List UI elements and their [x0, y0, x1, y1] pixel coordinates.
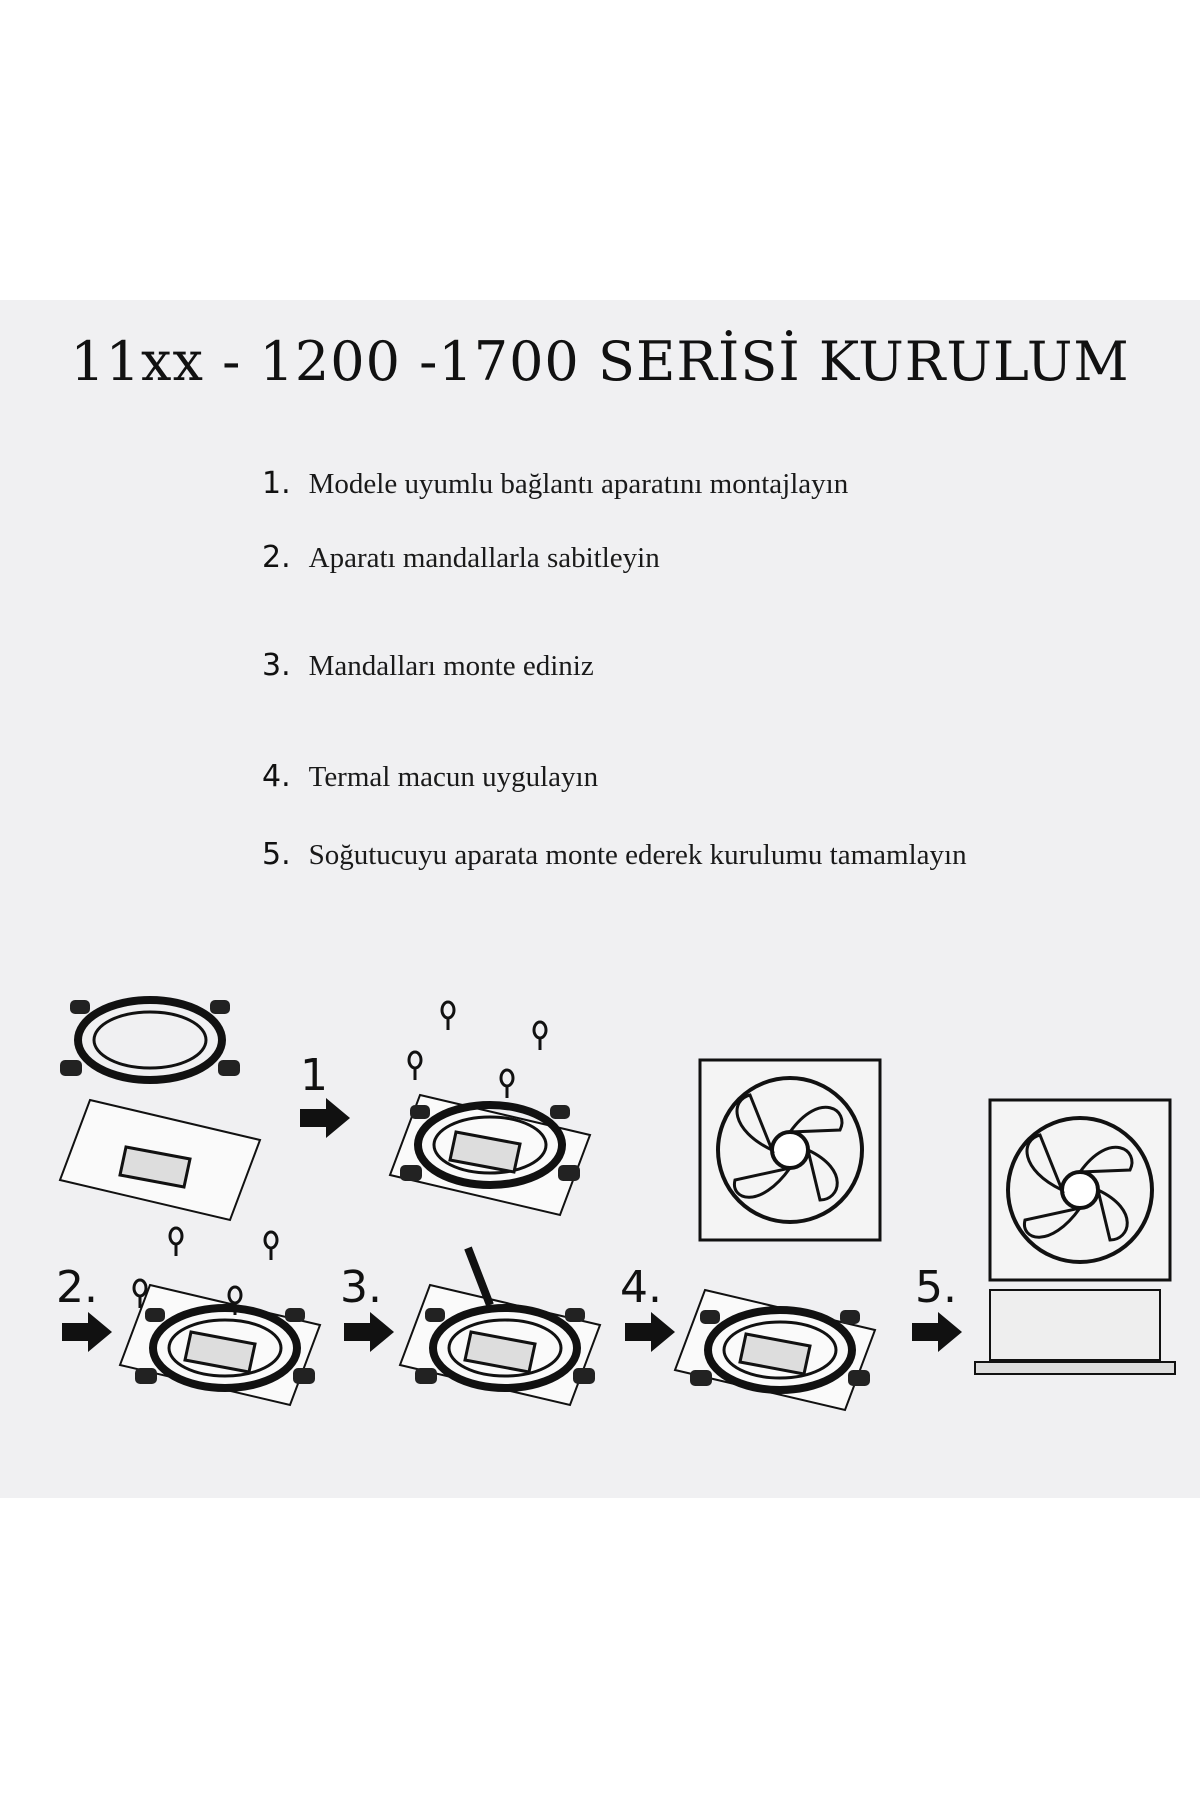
step-4 — [262, 759, 598, 794]
step-1-illustration — [390, 1002, 590, 1215]
arrow-icon — [625, 1312, 675, 1352]
page-title: 11xx - 1200 -1700 SERİSİ KURULUM — [70, 330, 1130, 393]
step-1 — [262, 466, 848, 501]
step-number: 5. — [262, 837, 291, 872]
step-text: Soğutucuyu aparata monte ederek kurulumu tamamlayın — [308, 839, 967, 871]
step-number: 3. — [262, 648, 291, 683]
arrow-icon — [912, 1312, 962, 1352]
step-text: Termal macun uygulayın — [308, 761, 599, 793]
installation-diagram — [0, 990, 1200, 1490]
step-3-illustration — [400, 1248, 600, 1405]
step-number: 4. — [262, 759, 291, 794]
diagram-label-4: 4. — [620, 1262, 662, 1313]
arrow-icon — [300, 1098, 350, 1138]
step-2-illustration — [120, 1228, 320, 1405]
diagram-label-3: 3. — [340, 1262, 382, 1313]
step-text: Modele uyumlu bağlantı aparatını montajlayın — [308, 468, 849, 500]
step-number: 2. — [262, 540, 291, 575]
step-text: Aparatı mandallarla sabitleyin — [308, 542, 660, 574]
arrow-icon — [344, 1312, 394, 1352]
step-5-illustration — [975, 1100, 1175, 1374]
step-5 — [262, 837, 967, 872]
fan-icon — [700, 1060, 880, 1240]
step-text: Mandalları monte ediniz — [308, 650, 594, 682]
arrow-icon — [62, 1312, 112, 1352]
step-2 — [262, 540, 660, 575]
diagram-label-1: 1 — [300, 1050, 328, 1101]
step-number: 1. — [262, 466, 291, 501]
step-3 — [262, 648, 594, 683]
step-4-illustration — [675, 1060, 880, 1410]
diagram-label-2: 2. — [56, 1262, 98, 1313]
diagram-label-5: 5. — [915, 1262, 957, 1313]
step-0-illustration — [60, 1000, 260, 1220]
fan-icon — [990, 1100, 1170, 1280]
